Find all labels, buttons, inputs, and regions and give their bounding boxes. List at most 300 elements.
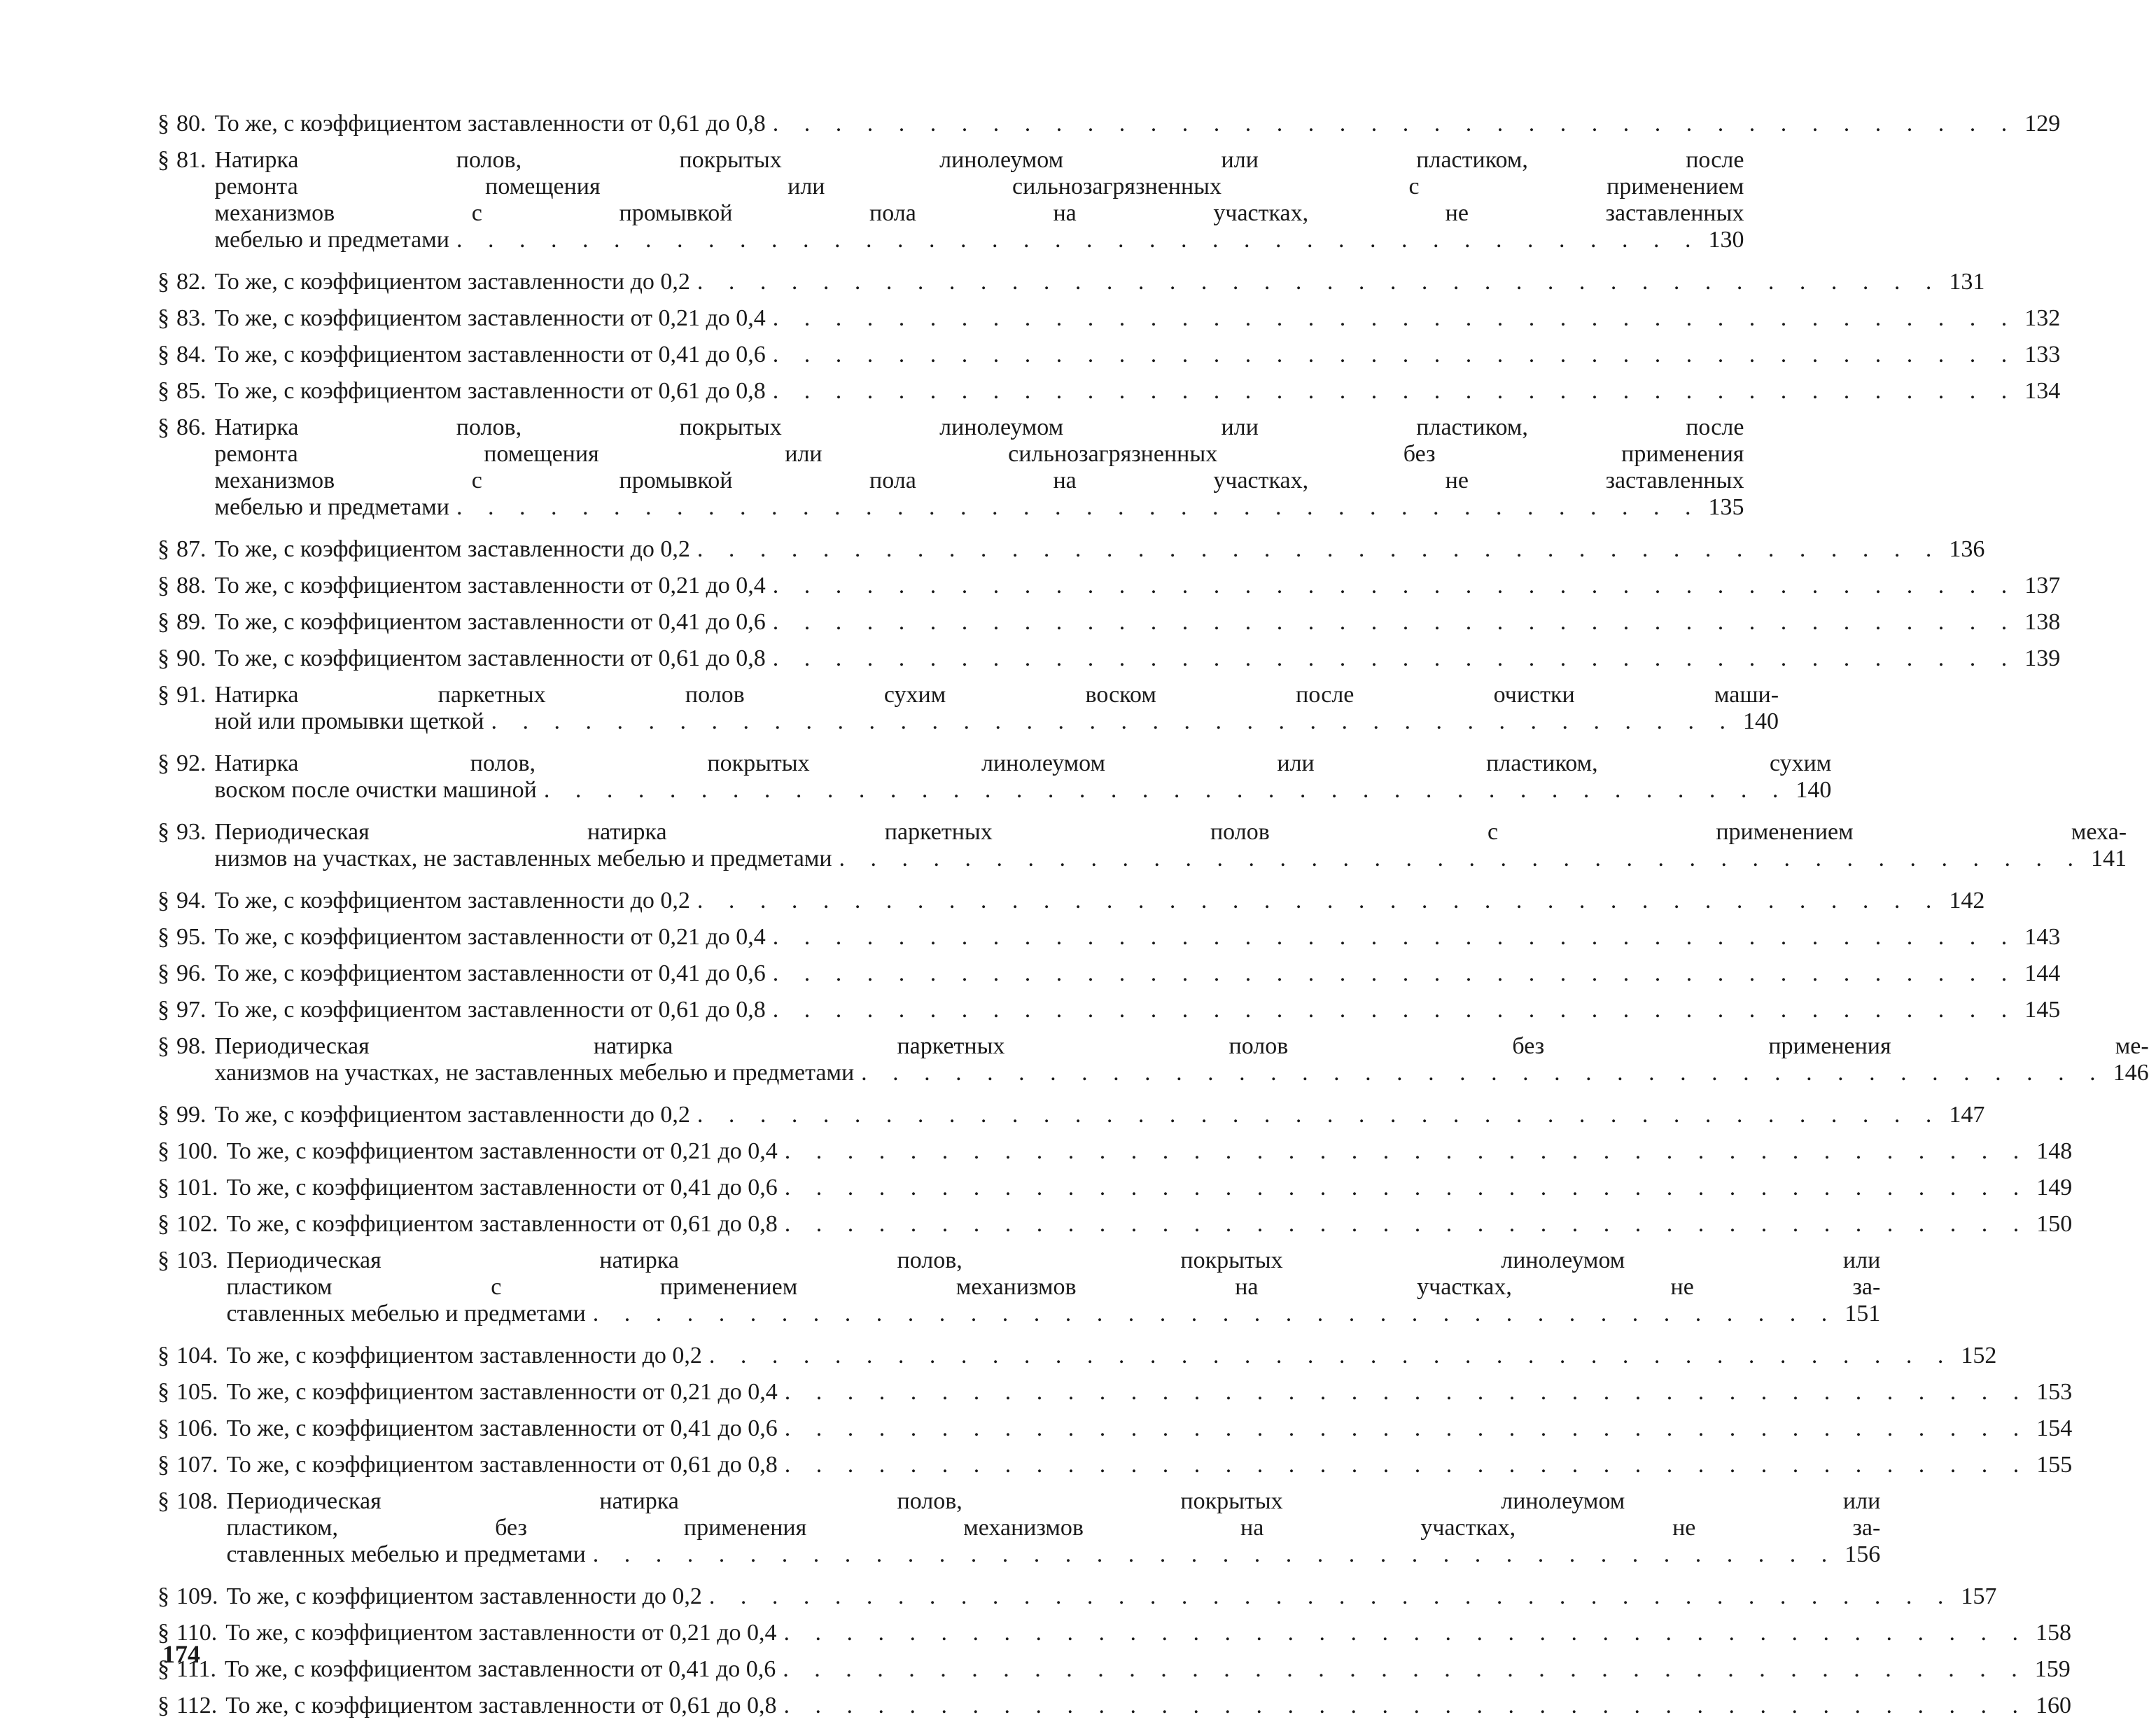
section-number-value: 81.: [176, 147, 206, 173]
entry-last-line: [225, 1693, 2071, 1719]
section-sign: §: [158, 305, 169, 331]
section-number: [158, 1138, 218, 1165]
entry-title: То же, с коэффициентом заставленности от 0,61 до 0,8: [214, 111, 766, 136]
toc-entry: [158, 888, 1985, 914]
toc-entry: [158, 997, 2061, 1023]
section-number-value: 105.: [176, 1379, 218, 1405]
entry-body: [215, 924, 2061, 951]
entry-last-line: [225, 1656, 2071, 1683]
section-number-value: 94.: [176, 888, 206, 913]
dot-leader: . . . . . . . . . . . . . . . . . . . . . . . . . . . . . . . . . . . . . . . .: [456, 227, 1701, 253]
section-number-value: 83.: [176, 305, 206, 331]
entry-last-line: [215, 777, 1832, 804]
entry-title: То же, с коэффициентом заставленности от 0,61 до 0,8: [225, 1693, 777, 1718]
section-number: [158, 1247, 218, 1274]
entry-last-line: [227, 1301, 1881, 1327]
entry-title: То же, с коэффициентом заставленности от 0,21 до 0,4: [226, 1379, 778, 1405]
toc-entry: [158, 1488, 1881, 1568]
section-number: [158, 1379, 218, 1406]
dot-leader: . . . . . . . . . . . . . . . . . . . . . . . . . . . . . . . . . . . . . . . .: [772, 111, 2017, 136]
toc-entry: [158, 305, 2061, 332]
dot-leader: . . . . . . . . . . . . . . . . . . . . . . . . . . . . . . . . . . . . . . . .: [772, 924, 2017, 950]
toc-entry: [158, 609, 2061, 636]
toc-entry: [158, 1656, 2071, 1683]
entry-body: [215, 378, 2061, 405]
section-number-value: 103.: [176, 1247, 218, 1273]
entry-page-number: 147: [1949, 1102, 1985, 1128]
section-sign: §: [158, 1415, 169, 1441]
entry-title: мебелью и предметами: [214, 494, 449, 520]
section-number: [158, 1211, 218, 1238]
entry-last-line: [215, 305, 2061, 332]
section-number: [158, 1343, 218, 1369]
entry-last-line: [215, 997, 2061, 1023]
entry-body: [215, 269, 1985, 295]
entry-page-number: 154: [2036, 1415, 2073, 1441]
page-number: 174: [162, 1640, 200, 1668]
entry-last-line: [215, 269, 1985, 295]
section-sign: §: [158, 1452, 169, 1478]
section-number: [158, 682, 206, 708]
entry-title: То же, с коэффициентом заставленности от 0,61 до 0,8: [214, 645, 766, 671]
entry-body: [227, 1247, 1881, 1327]
toc-entry: [158, 645, 2061, 672]
section-sign: §: [158, 1488, 169, 1514]
entry-page-number: 140: [1795, 777, 1832, 803]
dot-leader: . . . . . . . . . . . . . . . . . . . . . . . . . . . . . . . . . . . . . . . .: [784, 1175, 2029, 1200]
entry-text-line: Натирка полов, покрытых линолеумом или пластиком, сухим: [214, 750, 1832, 776]
dot-leader: . . . . . . . . . . . . . . . . . . . . . . . . . . . . . . . . . . . . . . . .: [772, 305, 2017, 331]
toc-entry: [158, 1343, 1997, 1369]
entry-page-number: 155: [2036, 1452, 2073, 1478]
entry-page-number: 152: [1961, 1343, 1997, 1368]
entry-page-number: 157: [1961, 1583, 1997, 1609]
section-number: [158, 305, 206, 332]
entry-text-line: Периодическая натирка паркетных полов без применения ме-: [214, 1033, 2149, 1059]
entry-title: То же, с коэффициентом заставленности от 0,21 до 0,4: [214, 573, 766, 598]
dot-leader: . . . . . . . . . . . . . . . . . . . . . . . . . . . . . . . . . . . . . . . .: [861, 1060, 2106, 1086]
entry-title: То же, с коэффициентом заставленности от 0,21 до 0,4: [226, 1138, 778, 1164]
section-sign: §: [158, 1693, 169, 1718]
section-number-value: 91.: [176, 682, 206, 708]
entry-title: ставленных мебелью и предметами: [226, 1301, 586, 1326]
entry-last-line: [227, 1343, 1997, 1369]
section-number-value: 86.: [176, 414, 206, 440]
toc-entry: [158, 750, 1832, 804]
entry-last-line: [215, 342, 2061, 368]
toc-entry: [158, 1620, 2072, 1646]
entry-title: То же, с коэффициентом заставленности до 0,2: [226, 1343, 702, 1368]
section-number: [158, 819, 206, 846]
toc-entry: [158, 378, 2061, 405]
entry-body: [215, 609, 2061, 636]
section-number-value: 109.: [176, 1583, 218, 1609]
entry-page-number: 137: [2024, 573, 2061, 598]
section-number: [158, 414, 206, 441]
section-sign: §: [158, 1656, 169, 1682]
entry-title: То же, с коэффициентом заставленности от 0,21 до 0,4: [214, 305, 766, 331]
section-sign: §: [158, 1620, 169, 1646]
section-sign: §: [158, 1211, 169, 1237]
entry-title: То же, с коэффициентом заставленности от 0,21 до 0,4: [214, 924, 766, 950]
entry-text-line: Натирка паркетных полов сухим воском после очистки маши-: [214, 682, 1779, 708]
section-number: [158, 342, 206, 368]
entry-page-number: 140: [1743, 708, 1779, 734]
section-number: [158, 1033, 206, 1060]
entry-body: [227, 1175, 2073, 1201]
section-sign: §: [158, 1175, 169, 1200]
section-sign: §: [158, 1033, 169, 1059]
dot-leader: . . . . . . . . . . . . . . . . . . . . . . . . . . . . . . . . . . . . . . . .: [784, 1452, 2029, 1478]
section-number-value: 92.: [176, 750, 206, 776]
entry-page-number: 150: [2036, 1211, 2073, 1237]
dot-leader: . . . . . . . . . . . . . . . . . . . . . . . . . . . . . . . . . . . . . . . .: [592, 1541, 1837, 1567]
entry-title: То же, с коэффициентом заставленности от 0,41 до 0,6: [214, 609, 766, 635]
section-number: [158, 1102, 206, 1128]
entry-last-line: [215, 111, 2061, 137]
toc-entry: [158, 1583, 1997, 1610]
entry-last-line: [215, 227, 1744, 253]
section-number: [158, 997, 206, 1023]
entry-body: [227, 1138, 2073, 1165]
entry-body: [215, 645, 2061, 672]
dot-leader: . . . . . . . . . . . . . . . . . . . . . . . . . . . . . . . . . . . . . . . .: [772, 960, 2017, 986]
toc-entry: [158, 1247, 1881, 1327]
entry-text-line: механизмов с промывкой пола на участках, не заставленных: [214, 468, 1744, 493]
entry-page-number: 145: [2024, 997, 2061, 1023]
entry-title: То же, с коэффициентом заставленности от 0,41 до 0,6: [226, 1175, 778, 1200]
section-number-value: 106.: [176, 1415, 218, 1441]
entry-title: То же, с коэффициентом заставленности от 0,41 до 0,6: [214, 342, 766, 368]
entry-text-line: Периодическая натирка полов, покрытых линолеумом или: [226, 1247, 1881, 1273]
entry-page-number: 133: [2024, 342, 2061, 368]
toc-entry: [158, 1033, 2149, 1086]
dot-leader: . . . . . . . . . . . . . . . . . . . . . . . . . . . . . . . . . . . . . . . .: [708, 1583, 1954, 1609]
entry-page-number: 135: [1708, 494, 1744, 520]
section-number-value: 99.: [176, 1102, 206, 1128]
section-sign: §: [158, 414, 169, 440]
entry-last-line: [215, 888, 1985, 914]
entry-body: [215, 819, 2127, 872]
entry-page-number: 134: [2024, 378, 2061, 404]
section-number-value: 96.: [176, 960, 206, 986]
entry-body: [215, 414, 1744, 521]
dot-leader: . . . . . . . . . . . . . . . . . . . . . . . . . . . . . . . . . . . . . . . .: [784, 1211, 2029, 1237]
entry-body: [227, 1488, 1881, 1568]
entry-last-line: [227, 1583, 1997, 1610]
toc-entry: [158, 414, 1744, 521]
section-number: [158, 536, 206, 563]
entry-page-number: 153: [2036, 1379, 2073, 1405]
entry-text-line: Натирка полов, покрытых линолеумом или пластиком, после: [214, 414, 1744, 440]
dot-leader: . . . . . . . . . . . . . . . . . . . . . . . . . . . . . . . . . . . . . . . .: [543, 777, 1788, 803]
section-sign: §: [158, 111, 169, 136]
section-sign: §: [158, 682, 169, 708]
section-number: [158, 378, 206, 405]
entry-body: [215, 111, 2061, 137]
section-sign: §: [158, 536, 169, 562]
entry-page-number: 129: [2024, 111, 2061, 136]
entry-title: То же, с коэффициентом заставленности до 0,2: [214, 888, 690, 913]
toc-entry: [158, 342, 2061, 368]
section-sign: §: [158, 378, 169, 404]
section-number-value: 111.: [176, 1656, 216, 1682]
entry-body: [215, 960, 2061, 987]
dot-leader: . . . . . . . . . . . . . . . . . . . . . . . . . . . . . . . . . . . . . . . .: [772, 378, 2017, 404]
entry-last-line: [215, 1102, 1985, 1128]
entry-title: мебелью и предметами: [214, 227, 449, 253]
entry-body: [227, 1415, 2073, 1442]
dot-leader: . . . . . . . . . . . . . . . . . . . . . . . . . . . . . . . . . . . . . . . .: [696, 1102, 1942, 1128]
entry-text-line: Периодическая натирка паркетных полов с применением меха-: [214, 819, 2127, 845]
entry-text-line: ремонта помещения или сильнозагрязненных без применения: [214, 441, 1744, 467]
section-number-value: 93.: [176, 819, 206, 845]
section-number-value: 102.: [176, 1211, 218, 1237]
dot-leader: . . . . . . . . . . . . . . . . . . . . . . . . . . . . . . . . . . . . . . . .: [592, 1301, 1837, 1326]
section-sign: §: [158, 1583, 169, 1609]
toc-entry: [158, 111, 2061, 137]
section-sign: §: [158, 960, 169, 986]
entry-title: То же, с коэффициентом заставленности от 0,21 до 0,4: [225, 1620, 777, 1646]
section-sign: §: [158, 1247, 169, 1273]
entry-page-number: 144: [2024, 960, 2061, 986]
section-sign: §: [158, 750, 169, 776]
dot-leader: . . . . . . . . . . . . . . . . . . . . . . . . . . . . . . . . . . . . . . . .: [708, 1343, 1954, 1368]
entry-page-number: 141: [2091, 846, 2127, 872]
entry-page-number: 136: [1949, 536, 1985, 562]
toc-entry: [158, 1693, 2072, 1719]
section-number: [158, 1693, 217, 1719]
entry-last-line: [215, 645, 2061, 672]
section-number-value: 98.: [176, 1033, 206, 1059]
entry-body: [215, 536, 1985, 563]
entry-last-line: [227, 1541, 1881, 1568]
section-sign: §: [158, 147, 169, 173]
entry-last-line: [215, 960, 2061, 987]
entry-body: [227, 1452, 2073, 1478]
entry-body: [215, 305, 2061, 332]
section-number-value: 95.: [176, 924, 206, 950]
section-number-value: 101.: [176, 1175, 218, 1200]
section-number: [158, 924, 206, 951]
entry-body: [215, 997, 2061, 1023]
entry-page-number: 142: [1949, 888, 1985, 913]
toc-entry: [158, 960, 2061, 987]
entry-body: [227, 1379, 2073, 1406]
entry-last-line: [215, 609, 2061, 636]
section-number: [158, 111, 206, 137]
toc-entry: [158, 682, 1779, 735]
dot-leader: . . . . . . . . . . . . . . . . . . . . . . . . . . . . . . . . . . . . . . . .: [839, 846, 2084, 872]
toc-entry: [158, 269, 1985, 295]
section-number-value: 107.: [176, 1452, 218, 1478]
dot-leader: . . . . . . . . . . . . . . . . . . . . . . . . . . . . . . . . . . . . . . . .: [783, 1656, 2027, 1682]
section-number: [158, 1452, 218, 1478]
entry-title: воском после очистки машиной: [214, 777, 537, 803]
section-number: [158, 1488, 218, 1515]
entry-text-line: Периодическая натирка полов, покрытых линолеумом или: [226, 1488, 1881, 1514]
entry-title: То же, с коэффициентом заставленности от 0,61 до 0,8: [214, 378, 766, 404]
entry-body: [225, 1693, 2071, 1719]
entry-text-line: механизмов с промывкой пола на участках, не заставленных: [214, 200, 1744, 226]
dot-leader: . . . . . . . . . . . . . . . . . . . . . . . . . . . . . . . . . . . . . . . .: [772, 609, 2017, 635]
entry-title: ставленных мебелью и предметами: [226, 1541, 586, 1567]
section-sign: §: [158, 342, 169, 368]
section-number: [158, 960, 206, 987]
entry-title: То же, с коэффициентом заставленности от 0,61 до 0,8: [226, 1211, 778, 1237]
section-number: [158, 147, 206, 174]
entry-page-number: 148: [2036, 1138, 2073, 1164]
section-number-value: 85.: [176, 378, 206, 404]
section-number-value: 89.: [176, 609, 206, 635]
entry-last-line: [215, 846, 2127, 872]
section-sign: §: [158, 997, 169, 1023]
entry-page-number: 143: [2024, 924, 2061, 950]
entry-page-number: 151: [1844, 1301, 1881, 1326]
entry-last-line: [215, 924, 2061, 951]
entry-title: То же, с коэффициентом заставленности от 0,61 до 0,8: [214, 997, 766, 1023]
entry-last-line: [215, 494, 1744, 521]
entry-body: [227, 1211, 2073, 1238]
entry-body: [227, 1583, 1997, 1610]
entry-title: То же, с коэффициентом заставленности от 0,41 до 0,6: [214, 960, 766, 986]
section-sign: §: [158, 1343, 169, 1368]
section-sign: §: [158, 573, 169, 598]
entry-last-line: [215, 378, 2061, 405]
section-number-value: 108.: [176, 1488, 218, 1514]
entry-body: [215, 750, 1832, 804]
entry-body: [225, 1620, 2071, 1646]
entry-title: То же, с коэффициентом заставленности от 0,61 до 0,8: [226, 1452, 778, 1478]
dot-leader: . . . . . . . . . . . . . . . . . . . . . . . . . . . . . . . . . . . . . . . .: [772, 997, 2017, 1023]
entry-title: То же, с коэффициентом заставленности до 0,2: [214, 1102, 690, 1128]
entry-last-line: [225, 1620, 2071, 1646]
entry-page-number: 130: [1708, 227, 1744, 253]
entry-page-number: 160: [2036, 1693, 2072, 1718]
entry-last-line: [227, 1379, 2073, 1406]
toc-entry: [158, 1415, 2073, 1442]
section-number: [158, 609, 206, 636]
section-sign: §: [158, 645, 169, 671]
dot-leader: . . . . . . . . . . . . . . . . . . . . . . . . . . . . . . . . . . . . . . . .: [491, 708, 1736, 734]
entry-title: ханизмов на участках, не заставленных мебелью и предметами: [214, 1060, 855, 1086]
dot-leader: . . . . . . . . . . . . . . . . . . . . . . . . . . . . . . . . . . . . . . . .: [696, 269, 1942, 295]
toc-entry: [158, 1102, 1985, 1128]
section-number: [158, 888, 206, 914]
section-number-value: 84.: [176, 342, 206, 368]
entry-page-number: 149: [2036, 1175, 2073, 1200]
toc-entry: [158, 924, 2061, 951]
section-number: [158, 573, 206, 599]
entry-last-line: [215, 573, 2061, 599]
dot-leader: . . . . . . . . . . . . . . . . . . . . . . . . . . . . . . . . . . . . . . . .: [784, 1415, 2029, 1441]
section-number-value: 100.: [176, 1138, 218, 1164]
section-sign: §: [158, 888, 169, 913]
entry-page-number: 146: [2113, 1060, 2149, 1086]
entry-title: То же, с коэффициентом заставленности до 0,2: [226, 1583, 702, 1609]
section-number-value: 82.: [176, 269, 206, 295]
section-number-value: 80.: [176, 111, 206, 136]
toc-entry: [158, 536, 1985, 563]
dot-leader: . . . . . . . . . . . . . . . . . . . . . . . . . . . . . . . . . . . . . . . .: [783, 1693, 2029, 1718]
entry-body: [215, 147, 1744, 253]
toc-entry: [158, 1138, 2073, 1165]
section-number-value: 112.: [176, 1693, 218, 1718]
dot-leader: . . . . . . . . . . . . . . . . . . . . . . . . . . . . . . . . . . . . . . . .: [772, 573, 2017, 598]
entry-body: [215, 1102, 1985, 1128]
entry-title: ной или промывки щеткой: [214, 708, 484, 734]
section-sign: §: [158, 269, 169, 295]
dot-leader: . . . . . . . . . . . . . . . . . . . . . . . . . . . . . . . . . . . . . . . .: [783, 1620, 2029, 1646]
section-number-value: 104.: [176, 1343, 218, 1368]
entry-body: [215, 342, 2061, 368]
entry-text-line: ремонта помещения или сильнозагрязненных с применением: [214, 174, 1744, 200]
section-sign: §: [158, 1102, 169, 1128]
entry-last-line: [215, 708, 1779, 735]
entry-body: [215, 682, 1779, 735]
section-number-value: 90.: [176, 645, 206, 671]
section-number: [158, 1175, 218, 1201]
entry-page-number: 131: [1949, 269, 1985, 295]
section-sign: §: [158, 1138, 169, 1164]
entry-last-line: [227, 1452, 2073, 1478]
toc-entry: [158, 1379, 2073, 1406]
entry-body: [227, 1343, 1997, 1369]
toc-entry: [158, 147, 1744, 253]
entry-title: То же, с коэффициентом заставленности до 0,2: [214, 269, 690, 295]
table-of-contents: [158, 111, 2149, 1729]
toc-entry: [158, 1175, 2073, 1201]
section-number: [158, 1583, 218, 1610]
dot-leader: . . . . . . . . . . . . . . . . . . . . . . . . . . . . . . . . . . . . . . . .: [456, 494, 1701, 520]
dot-leader: . . . . . . . . . . . . . . . . . . . . . . . . . . . . . . . . . . . . . . . .: [696, 536, 1942, 562]
entry-last-line: [227, 1138, 2073, 1165]
section-number-value: 110.: [176, 1620, 218, 1646]
section-sign: §: [158, 609, 169, 635]
entry-page-number: 139: [2024, 645, 2061, 671]
dot-leader: . . . . . . . . . . . . . . . . . . . . . . . . . . . . . . . . . . . . . . . .: [784, 1379, 2029, 1405]
entry-text-line: пластиком, без применения механизмов на участках, не за-: [226, 1515, 1881, 1541]
entry-body: [215, 888, 1985, 914]
entry-page-number: 159: [2034, 1656, 2071, 1682]
section-number-value: 97.: [176, 997, 206, 1023]
dot-leader: . . . . . . . . . . . . . . . . . . . . . . . . . . . . . . . . . . . . . . . .: [772, 645, 2017, 671]
entry-title: То же, с коэффициентом заставленности до 0,2: [214, 536, 690, 562]
section-number: [158, 645, 206, 672]
entry-title: То же, с коэффициентом заставленности от 0,41 до 0,6: [226, 1415, 778, 1441]
entry-title: низмов на участках, не заставленных мебелью и предметами: [214, 846, 832, 872]
toc-entry: [158, 819, 2127, 872]
toc-entry: [158, 1452, 2073, 1478]
entry-body: [215, 1033, 2149, 1086]
section-number-value: 87.: [176, 536, 206, 562]
entry-body: [225, 1656, 2071, 1683]
section-number: [158, 750, 206, 777]
entry-last-line: [215, 1060, 2149, 1086]
entry-body: [215, 573, 2061, 599]
toc-entry: [158, 573, 2061, 599]
section-sign: §: [158, 924, 169, 950]
dot-leader: . . . . . . . . . . . . . . . . . . . . . . . . . . . . . . . . . . . . . . . .: [696, 888, 1942, 913]
entry-last-line: [227, 1175, 2073, 1201]
section-number: [158, 269, 206, 295]
section-sign: §: [158, 1379, 169, 1405]
entry-title: То же, с коэффициентом заставленности от 0,41 до 0,6: [224, 1656, 776, 1682]
entry-page-number: 158: [2036, 1620, 2072, 1646]
dot-leader: . . . . . . . . . . . . . . . . . . . . . . . . . . . . . . . . . . . . . . . .: [772, 342, 2017, 368]
dot-leader: . . . . . . . . . . . . . . . . . . . . . . . . . . . . . . . . . . . . . . . .: [784, 1138, 2029, 1164]
entry-text-line: пластиком с применением механизмов на участках, не за-: [226, 1274, 1881, 1300]
